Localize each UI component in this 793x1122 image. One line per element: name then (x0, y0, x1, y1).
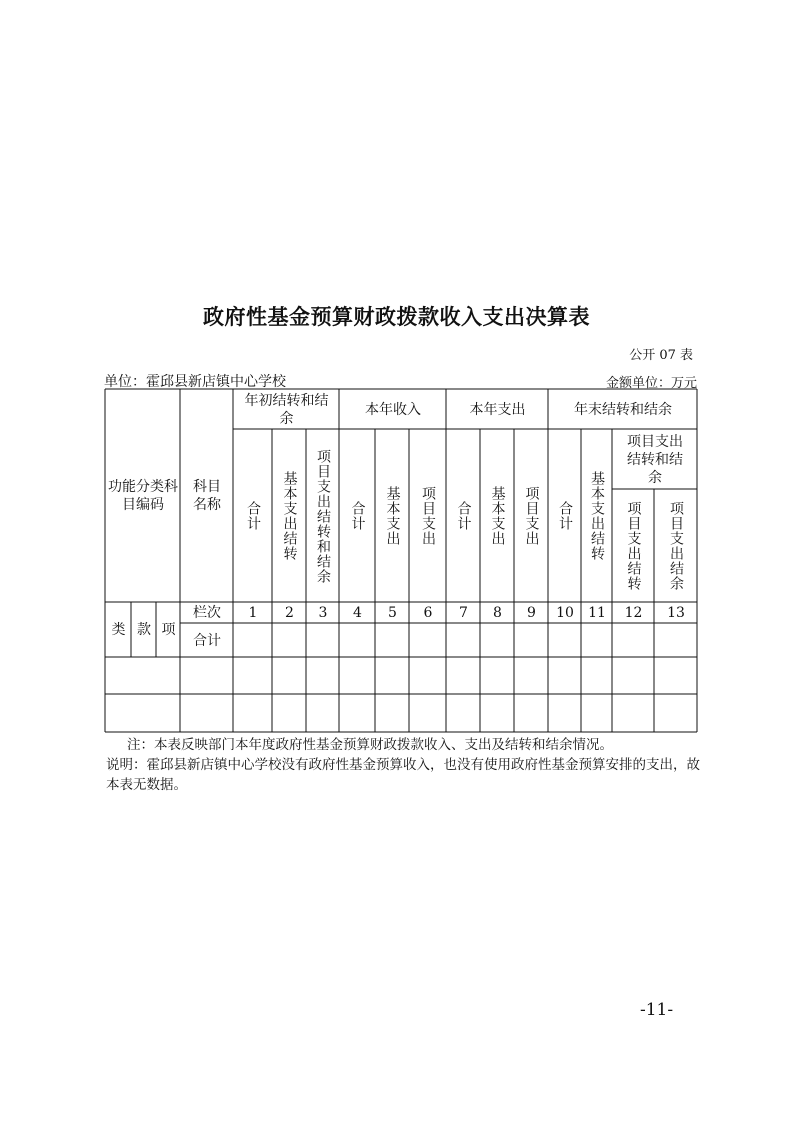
header-kuan: 款 (137, 622, 151, 638)
header-lei: 类 (111, 622, 126, 638)
header-subject-name: 科目名称 (193, 478, 221, 513)
column-number: 13 (667, 605, 685, 621)
header-income-basic: 基本支出 (384, 486, 401, 546)
header-income-total: 合计 (349, 501, 366, 531)
header-group-begin: 年初结转和结余 (244, 392, 329, 427)
header-xiang: 项 (161, 622, 176, 638)
column-number: 11 (588, 605, 606, 621)
money-unit: 金额单位：万元 (605, 376, 697, 391)
unit-label: 单位：霍邱县新店镇中心学校 (104, 374, 286, 390)
row-label-lanci: 栏次 (193, 605, 221, 621)
header-begin-project-carry-balance: 项目支出结转和结余 (315, 448, 331, 584)
column-number: 12 (624, 605, 643, 621)
header-end-total: 合计 (557, 501, 573, 531)
page-title: 政府性基金预算财政拨款收入支出决算表 (203, 305, 590, 329)
header-group-expense: 本年支出 (469, 401, 526, 418)
column-number: 9 (527, 605, 536, 621)
header-end-project-surplus: 项目支出结余 (668, 501, 684, 591)
header-end-project-balance: 项目支出结转和结余 (627, 433, 683, 486)
header-begin-total: 合计 (245, 501, 261, 531)
note-1: 注：本表反映部门本年度政府性基金预算财政拨款收入、支出及结转和结余情况。 (127, 737, 613, 753)
header-expense-project: 项目支出 (523, 486, 540, 546)
header-end-project-carry: 项目支出结转 (625, 501, 642, 591)
header-group-end: 年末结转和结余 (574, 401, 672, 418)
column-number: 7 (459, 605, 468, 621)
column-number: 6 (423, 605, 433, 621)
column-number: 10 (556, 605, 574, 621)
header-expense-total: 合计 (455, 501, 472, 531)
header-expense-basic: 基本支出 (489, 486, 506, 546)
header-income-project: 项目支出 (420, 486, 436, 546)
header-begin-basic-carry: 基本支出结转 (281, 471, 298, 561)
column-number: 3 (318, 605, 328, 621)
column-number: 8 (493, 605, 502, 621)
header-group-income: 本年收入 (365, 401, 421, 418)
column-number: 2 (285, 605, 294, 621)
note-2: 说明：霍邱县新店镇中心学校没有政府性基金预算收入，也没有使用政府性基金预算安排的支出，故本表无数据。 (106, 757, 700, 793)
column-number: 1 (248, 605, 258, 621)
row-label-total: 合计 (193, 632, 221, 649)
header-end-basic-carry: 基本支出结转 (589, 471, 605, 561)
form-number: 公开 07 表 (629, 348, 693, 363)
column-number: 4 (353, 605, 362, 621)
header-function-code: 功能分类科目编码 (108, 478, 178, 513)
column-number: 5 (388, 605, 397, 621)
page-number: -11- (640, 1000, 674, 1020)
